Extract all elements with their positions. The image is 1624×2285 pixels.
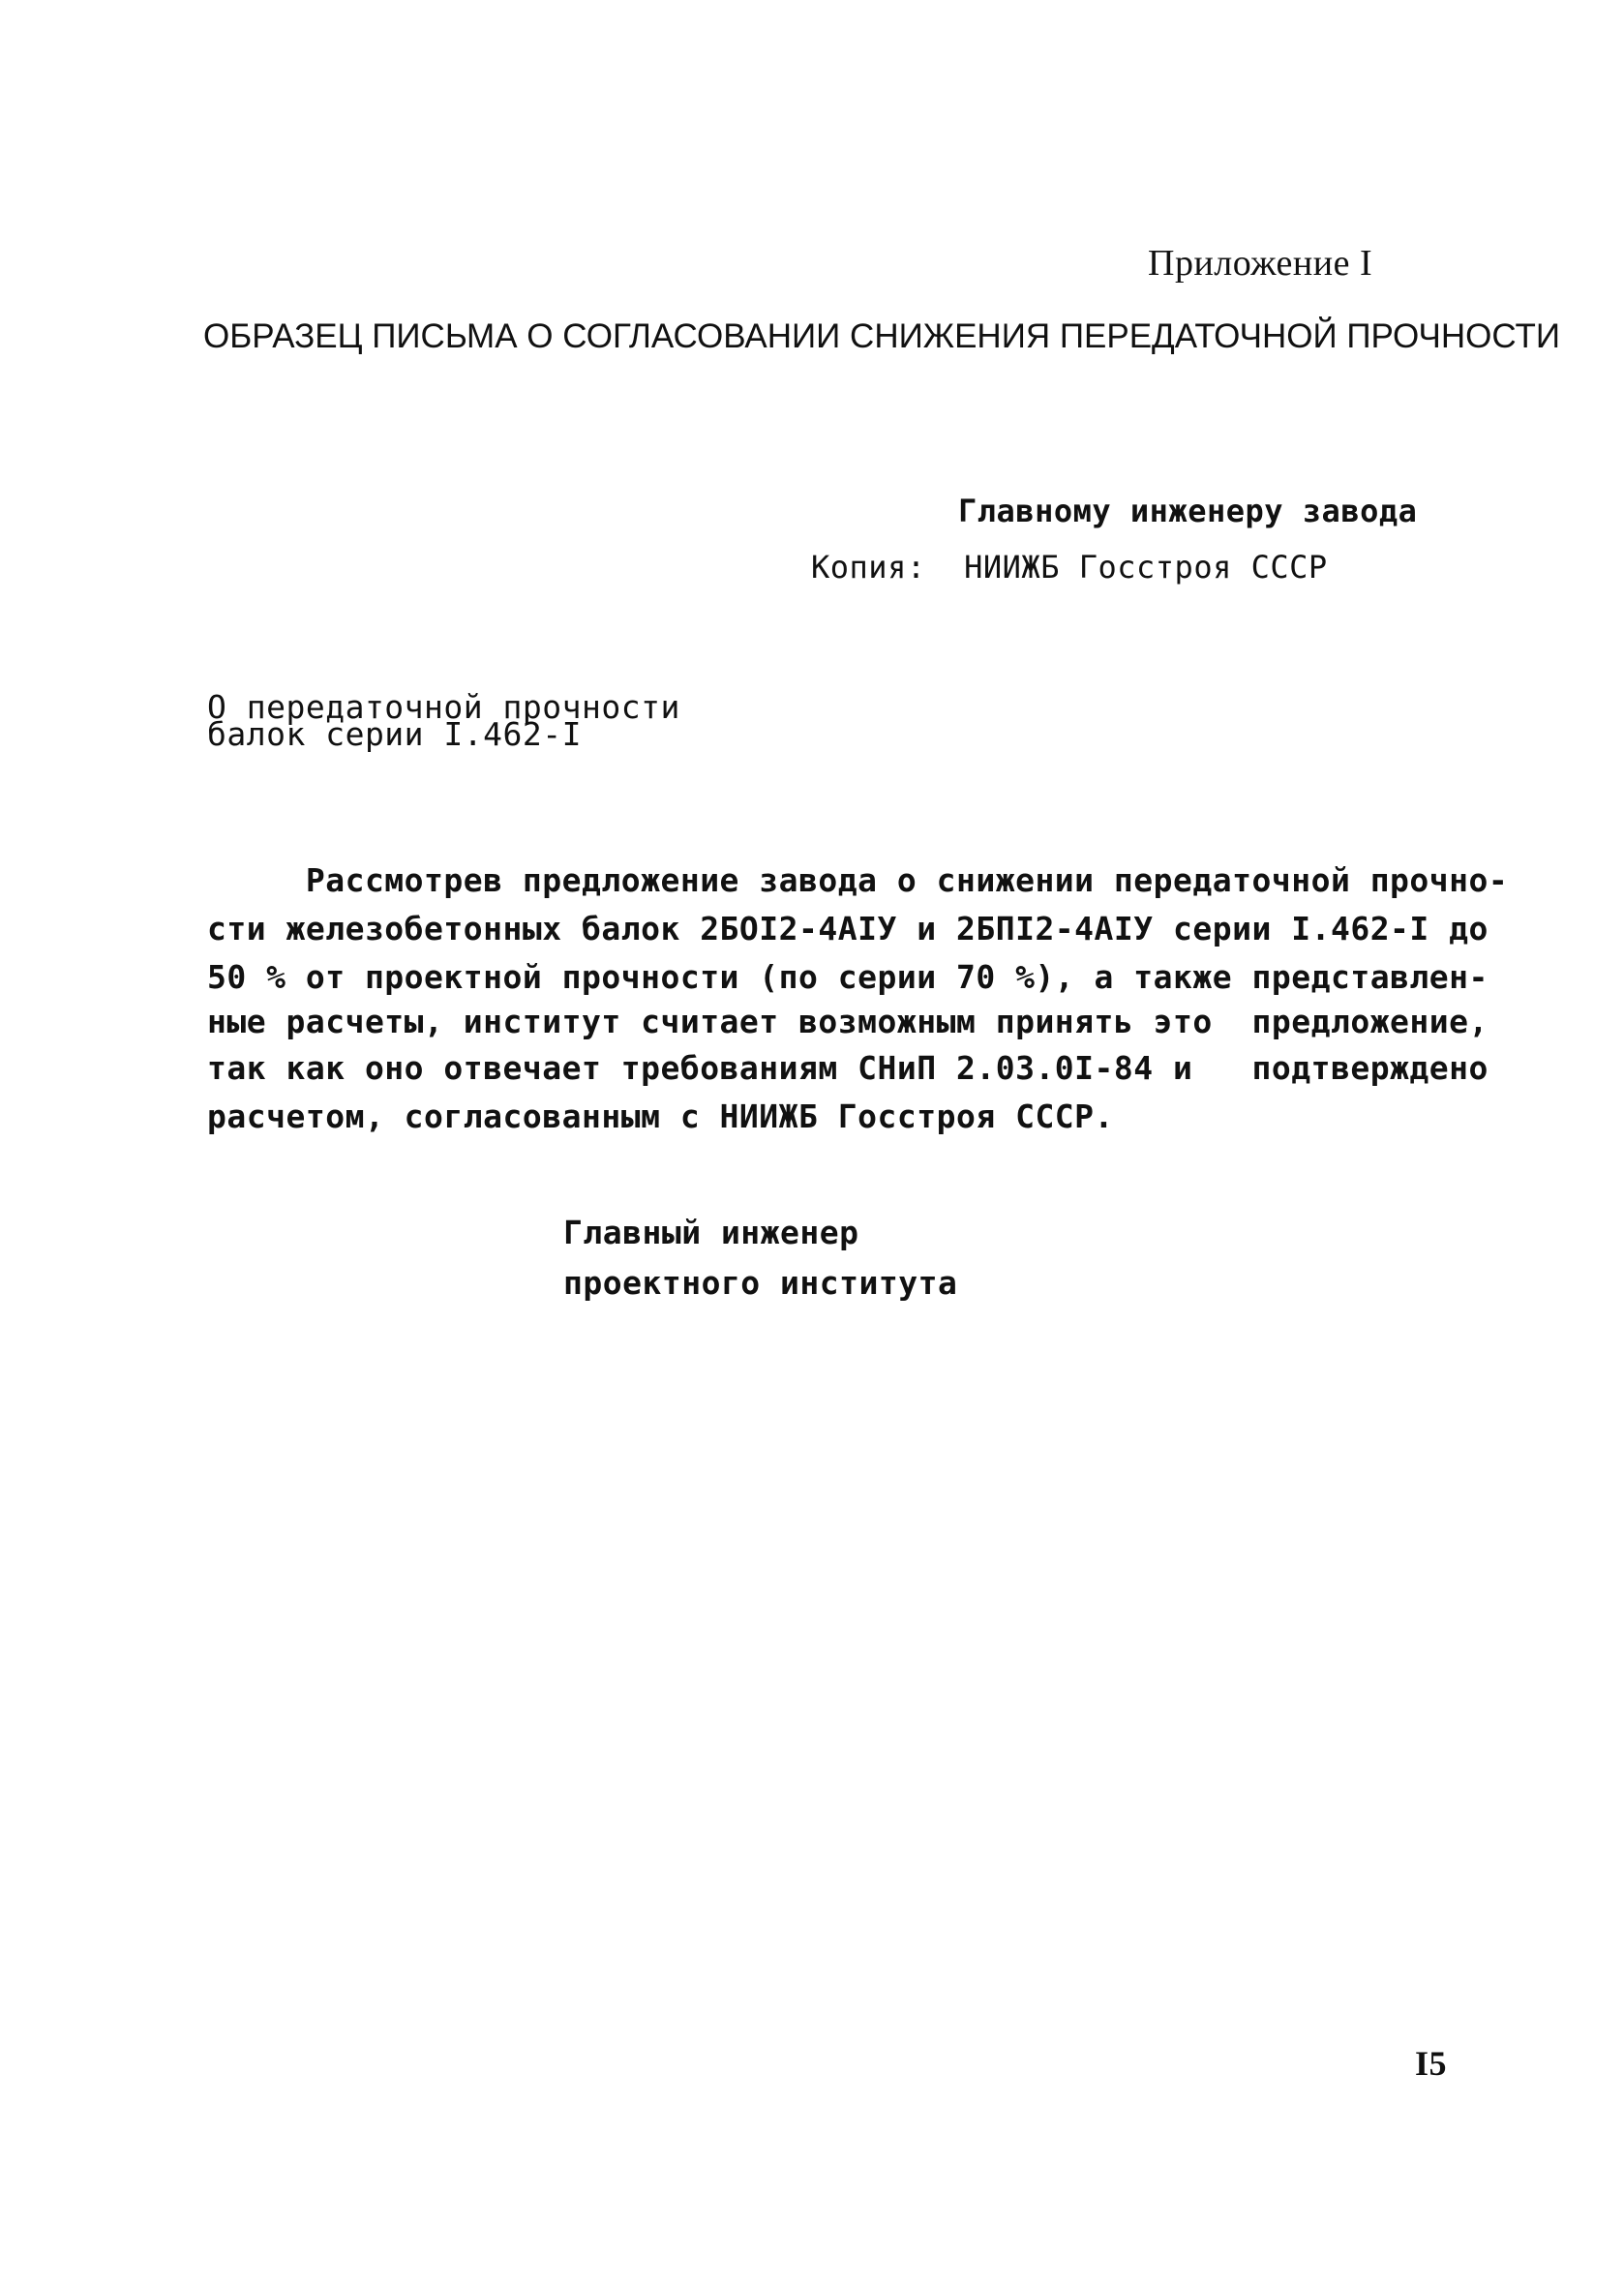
body-line-6: расчетом, согласованным с НИИЖБ Госстроя СССР. — [207, 1097, 1114, 1135]
subject-line-2: балок серии I.462-I — [207, 715, 582, 753]
addressee-line: Главному инженеру завода — [958, 493, 1418, 529]
signature-line-2: проектного института — [563, 1264, 958, 1302]
body-line-2: сти железобетонных балок 2БОI2-4АIУ и 2БПI2-4АIУ серии I.462-I до — [207, 910, 1489, 947]
body-line-4: ные расчеты, институт считает возможным принять это предложение, — [207, 1003, 1489, 1040]
document-title: ОБРАЗЕЦ ПИСЬМА О СОГЛАСОВАНИИ СНИЖЕНИЯ ПЕРЕДАТОЧНОЙ ПРОЧНОСТИ — [203, 317, 1560, 355]
body-line-1: Рассмотрев предложение завода о снижении передаточной прочно- — [207, 861, 1509, 899]
body-line-3: 50 % от проектной прочности (по серии 70 %), а также представлен- — [207, 958, 1489, 996]
page-number: I5 — [1415, 2044, 1448, 2083]
body-line-5: так как оно отвечает требованиям СНиП 2.03.0I-84 и подтверждено — [207, 1049, 1489, 1087]
signature-line-1: Главный инженер — [563, 1214, 859, 1251]
appendix-label: Приложение I — [1148, 243, 1373, 284]
copy-line: Копия: НИИЖБ Госстроя СССР — [811, 549, 1328, 586]
subject-line-1: О передаточной прочности — [207, 688, 680, 726]
